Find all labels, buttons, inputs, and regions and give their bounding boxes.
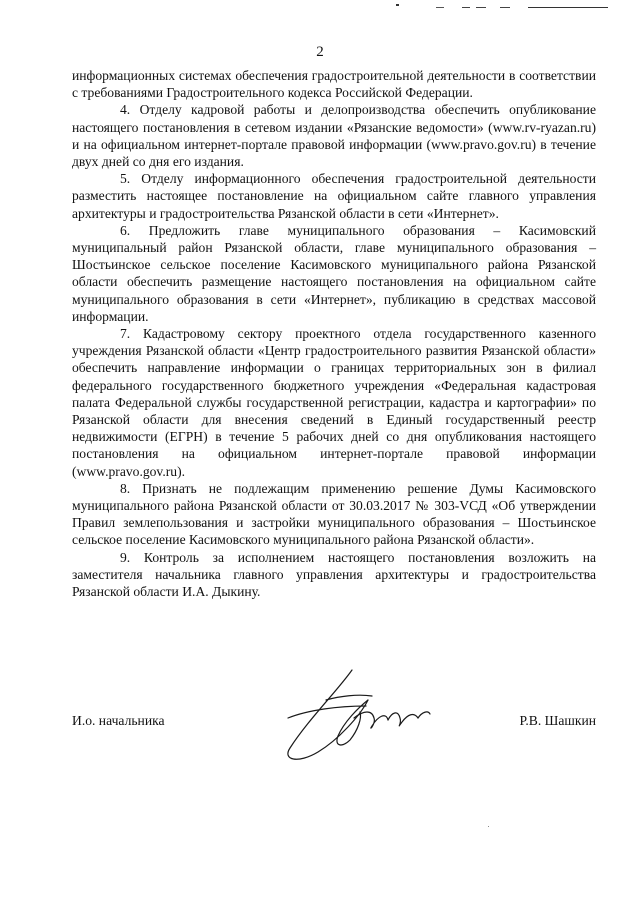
paragraph-item-6: 6. Предложить главе муниципального образования – Касимовский муниципальный район Рязанской области, главе муниципального образования – Шостьинское сельское поселение Касимовского муниципального района Рязанской области обеспечить размещение настоящего постановления на официальном сайте муниципального образования в сети «Интернет», публикацию в средствах массовой информации.: [72, 222, 596, 324]
paragraph-item-9: 9. Контроль за исполнением настоящего постановления возложить на заместителя начальника главного управления архитектуры и градостроительства Рязанской области И.А. Дыкину.: [72, 549, 596, 600]
page-number: 2: [316, 44, 324, 60]
paragraph-item-8: 8. Признать не подлежащим применению решение Думы Касимовского муниципального района Рязанской области от 30.03.2017 № 303-VСД «Об утверждении Правил землепользования и застройки муниципального образования – Шостьинское сельское поселение Касимовского муниципального района Рязанской области».: [72, 480, 596, 548]
handwritten-signature: [268, 660, 438, 770]
signatory-position: И.о. начальника: [72, 713, 165, 728]
document-body: [72, 67, 596, 600]
paragraph-continuation: информационных системах обеспечения градостроительной деятельности в соответствии с требованиями Градостроительного кодекса Российской Федерации.: [72, 68, 596, 101]
scan-artifact-marks: [0, 0, 640, 12]
scan-speck: [488, 826, 489, 827]
paragraph-item-5: 5. Отделу информационного обеспечения градостроительной деятельности разместить настоящее постановление на официальном сайте главного управления архитектуры и градостроительства Рязанской области в сети «Интернет».: [72, 171, 596, 221]
paragraph-item-4: 4. Отделу кадровой работы и делопроизводства обеспечить опубликование настоящего постановления в сетевом издании «Рязанские ведомости» (www.rv-ryazan.ru) и на официальном интернет-портале правовой информации (www.pravo.gov.ru) в течение двух дней со дня его издания.: [72, 102, 596, 170]
signatory-name: Р.В. Шашкин: [519, 713, 596, 728]
paragraph-item-7: 7. Кадастровому сектору проектного отдела государственного казенного учреждения Рязанской области «Центр градостроительного развития Рязанской области» обеспечить направление информации о границах территориальных зон в филиал федерального государственного бюджетного учреждения «Федеральная кадастровая палата Федеральной службы государственной регистрации, кадастра и картографии» по Рязанской области для внесения сведений в Единый государственный реестр недвижимости (ЕГРН) в течение 5 рабочих дней со дня опубликования настоящего постановления на официальном интернет-портале правовой информации (www.pravo.gov.ru).: [72, 326, 596, 479]
